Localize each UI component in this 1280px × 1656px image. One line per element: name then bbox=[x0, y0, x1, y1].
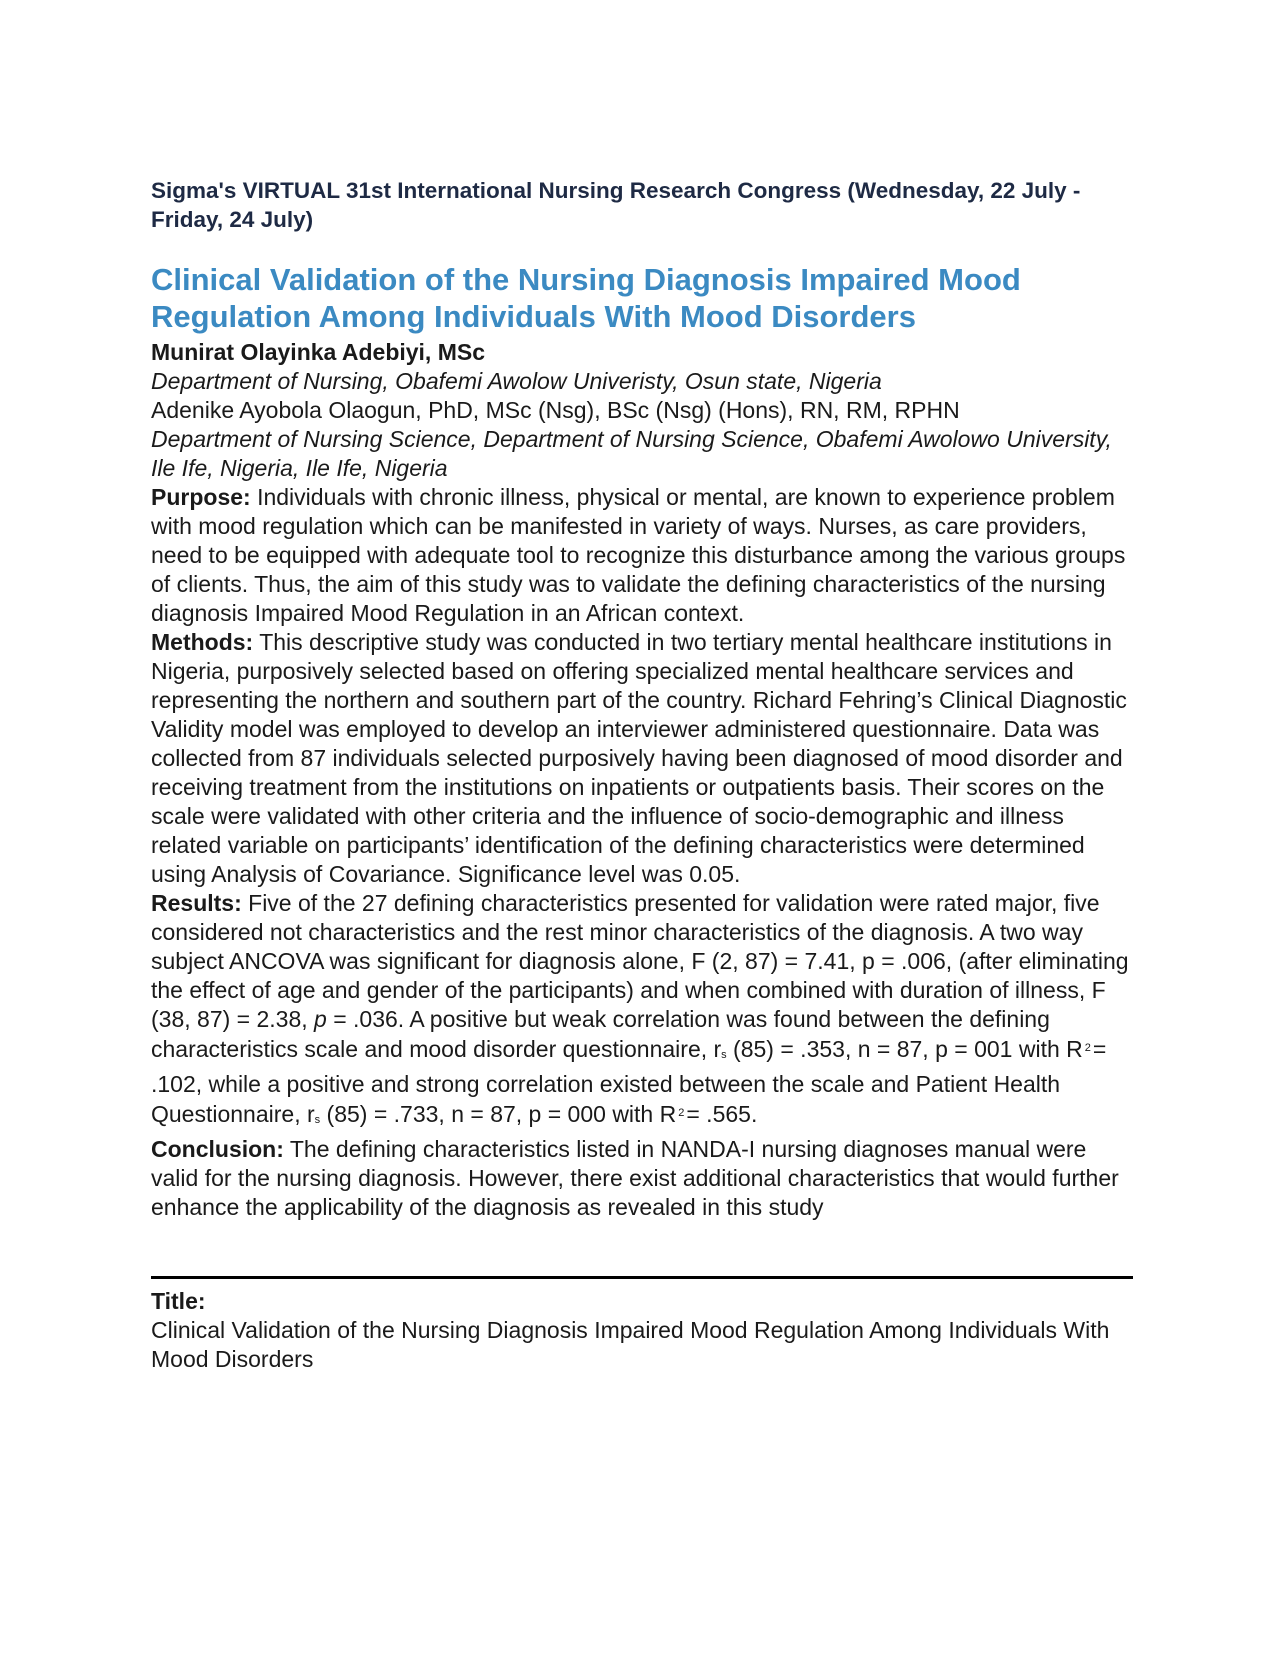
results-paragraph bbox=[151, 889, 1136, 1135]
horizontal-divider bbox=[151, 1276, 1133, 1279]
methods-paragraph bbox=[151, 628, 1136, 889]
conclusion-label: Conclusion: bbox=[151, 1136, 284, 1162]
results-text-1: Five of the 27 defining characteristics presented for validation were rated major, five considered not characteristics and the rest minor characteristics of the diagnosis. A two way subject ANCOVA was significant for diagnosis alone, F (2, 87) = 7.41, p = .006, (after eliminating the effect of age and gender of the participants) and when combined with duration of illness, F (38, 87) = 2.38, bbox=[151, 890, 1129, 1032]
results-superscript-2-1: 2 bbox=[1084, 1042, 1091, 1054]
conclusion-paragraph bbox=[151, 1135, 1136, 1222]
results-label: Results: bbox=[151, 890, 242, 916]
abstract-title: Clinical Validation of the Nursing Diagnosis Impaired Mood Regulation Among Individuals With Mood Disorders bbox=[151, 262, 1021, 334]
abstract-page bbox=[151, 176, 1136, 1374]
author-2-name: Adenike Ayobola Olaogun, PhD, MSc (Nsg), BSc (Nsg) (Hons), RN, RM, RPHN bbox=[151, 397, 960, 423]
methods-label: Methods: bbox=[151, 629, 254, 655]
congress-heading: Sigma's VIRTUAL 31st International Nursing Research Congress (Wednesday, 22 July - Friday, 24 July) bbox=[151, 178, 1081, 232]
author-2-affiliation: Department of Nursing Science, Department of Nursing Science, Obafemi Awolowo University, Ile Ife, Nigeria, Ile Ife, Nigeria bbox=[151, 426, 1112, 481]
title-section-label: Title: bbox=[151, 1288, 206, 1314]
results-superscript-2-2: 2 bbox=[678, 1107, 685, 1119]
author-1-affiliation: Department of Nursing, Obafemi Awolow Univeristy, Osun state, Nigeria bbox=[151, 368, 882, 394]
results-text-3: (85) = .353, n = 87, p = 001 with R bbox=[726, 1036, 1083, 1062]
author-1-name: Munirat Olayinka Adebiyi, MSc bbox=[151, 339, 486, 365]
purpose-label: Purpose: bbox=[151, 484, 251, 510]
conclusion-text: The defining characteristics listed in NANDA-I nursing diagnoses manual were valid for the nursing diagnosis. However, there exist additional characteristics that would further enhance the applicability of the diagnosis as revealed in this study bbox=[151, 1136, 1119, 1220]
results-subscript-s-2: s bbox=[314, 1114, 321, 1126]
methods-text: This descriptive study was conducted in two tertiary mental healthcare institutions in Nigeria, purposively selected based on offering specialized mental healthcare services and representing the northern and southern part of the country. Richard Fehring’s Clinical Diagnostic Validity model was employed to develop an interviewer administered questionnaire. Data was collected from 87 individuals selected purposively having been diagnosed of mood disorder and receiving treatment from the institutions on inpatients or outpatients basis. Their scores on the scale were validated with other criteria and the influence of socio-demographic and illness related variable on participants’ identification of the defining characteristics were determined using Analysis of Covariance. Significance level was 0.05. bbox=[151, 629, 1127, 887]
purpose-paragraph bbox=[151, 483, 1136, 628]
results-text-4: = .102, while a positive and strong correlation existed between the scale and Patient Health Questionnaire, r bbox=[151, 1036, 1107, 1127]
results-p-italic: p bbox=[314, 1006, 327, 1032]
results-text-2: = .036. A positive but weak correlation was found between the defining characteristics scale and mood disorder questionnaire, r bbox=[151, 1006, 1050, 1062]
title-section-text: Clinical Validation of the Nursing Diagnosis Impaired Mood Regulation Among Individuals With Mood Disorders bbox=[151, 1317, 1110, 1372]
purpose-text: Individuals with chronic illness, physical or mental, are known to experience problem with mood regulation which can be manifested in variety of ways. Nurses, as care providers, need to be equipped with adequate tool to recognize this disturbance among the various groups of clients. Thus, the aim of this study was to validate the defining characteristics of the nursing diagnosis Impaired Mood Regulation in an African context. bbox=[151, 484, 1126, 626]
results-text-6: = .565. bbox=[686, 1101, 758, 1127]
results-subscript-s-1: s bbox=[721, 1049, 727, 1061]
results-text-5: (85) = .733, n = 87, p = 000 with R bbox=[320, 1101, 677, 1127]
